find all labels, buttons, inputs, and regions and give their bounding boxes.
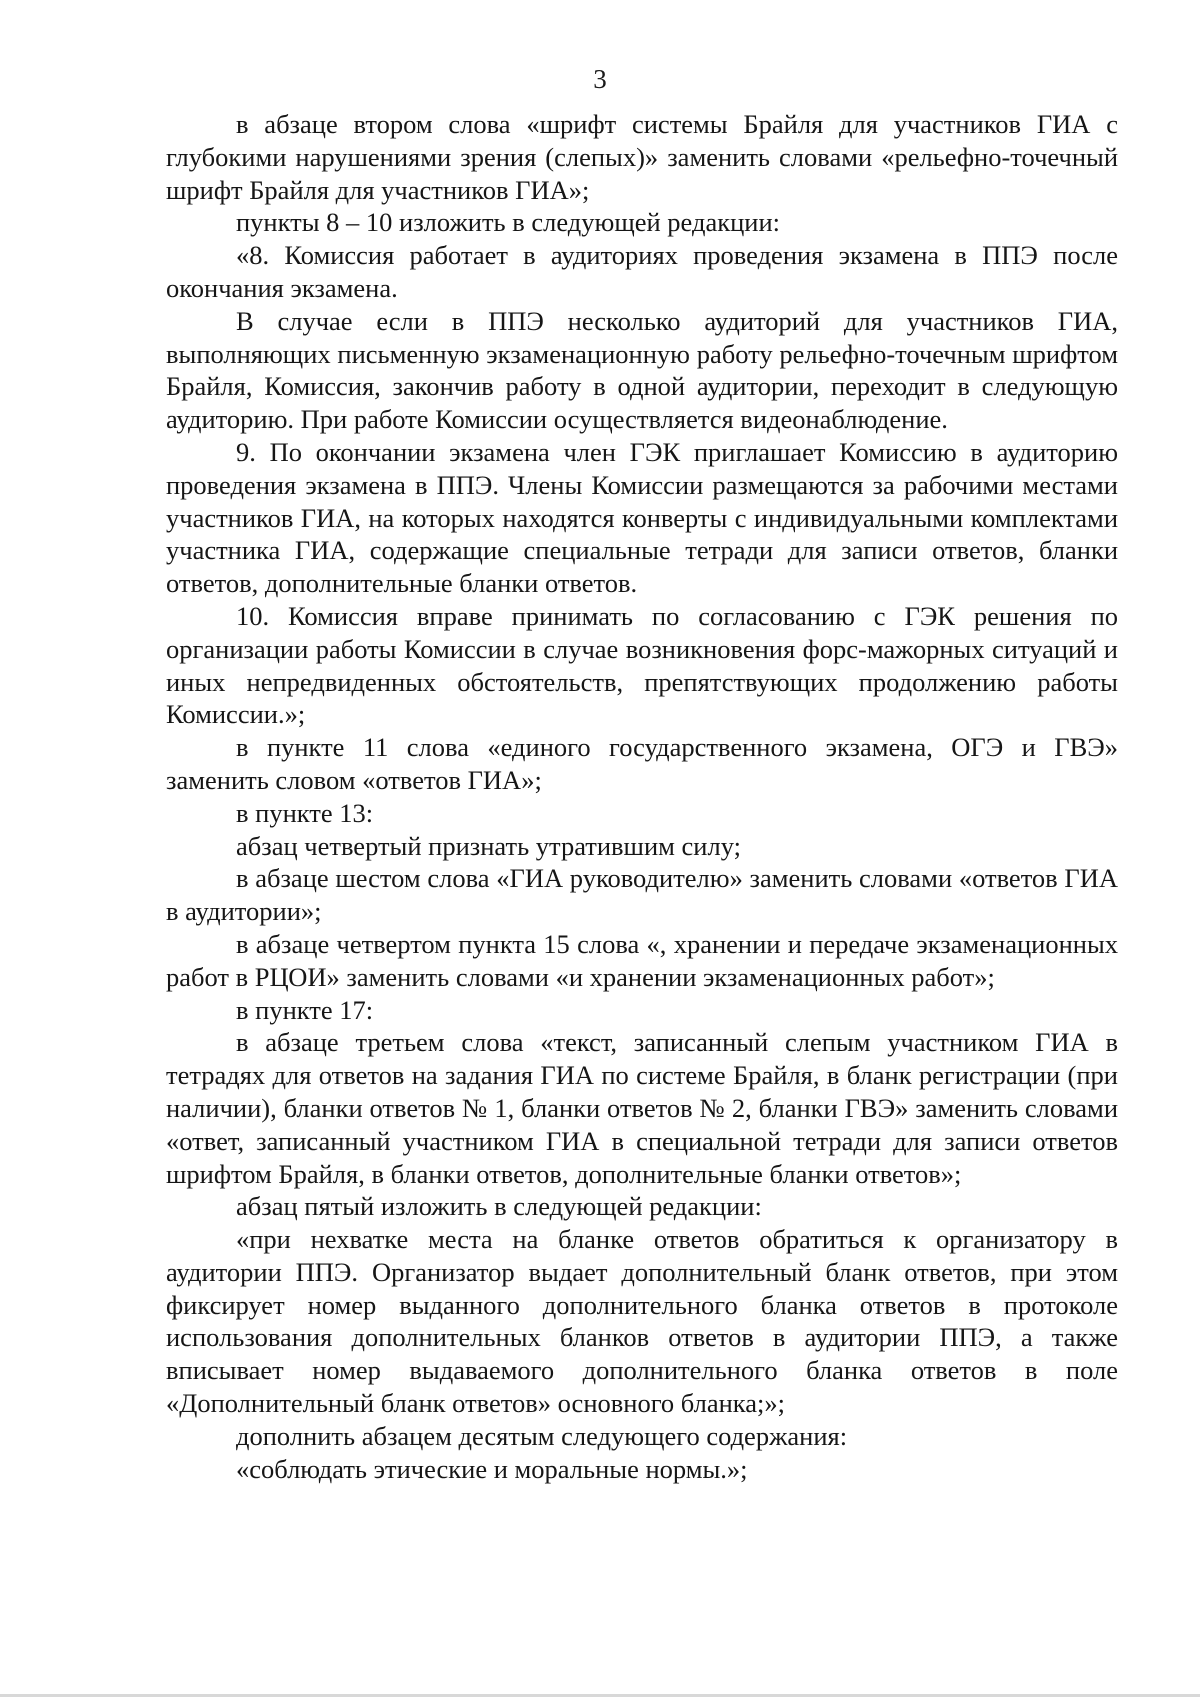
paragraph: абзац пятый изложить в следующей редакции: (236, 1191, 762, 1222)
paragraph: в абзаце втором слова «шрифт системы Брайля для участников ГИА с глубокими нарушениями зрения (слепых)» заменить словами «рельефно-точечный шрифт Брайля для участников ГИА»; (166, 109, 1118, 205)
paragraph: в пункте 17: (236, 994, 374, 1025)
page-number: 3 (593, 64, 607, 94)
paragraph: в абзаце третьем слова «текст, записанный слепым участником ГИА в тетрадях для ответов на задания ГИА по системе Брайля, в бланк регистрации (при наличии), бланки ответов № 1, бланки ответов № 2, бланки ГВЭ» заменить словами «ответ, записанный участником ГИА в специальной тетради для записи ответов шрифтом Брайля, в бланки ответов, дополнительные бланки ответов»; (166, 1027, 1118, 1189)
paragraph: В случае если в ППЭ несколько аудиторий для участников ГИА, выполняющих письменную экзаменационную работу рельефно-точечным шрифтом Брайля, Комиссия, закончив работу в одной аудитории, переходит в следующую аудиторию. При работе Комиссии осуществляется видеонаблюдение. (166, 305, 1118, 435)
paragraph: дополнить абзацем десятым следующего содержания: (236, 1420, 848, 1451)
paragraph: абзац четвертый признать утратившим силу; (236, 830, 741, 861)
paragraph: в абзаце шестом слова «ГИА руководителю» заменить словами «ответов ГИА в аудитории»; (166, 863, 1118, 927)
paragraph: 10. Комиссия вправе принимать по согласованию с ГЭК решения по организации работы Комиссии в случае возникновения форс-мажорных ситуаций и иных непредвиденных обстоятельств, препятствующих продолжению работы Комиссии.»; (166, 600, 1118, 730)
paragraph: «при нехватке места на бланке ответов обратиться к организатору в аудитории ППЭ. Организатор выдает дополнительный бланк ответов, при этом фиксирует номер выданного дополнительного бланка ответов в протоколе использования дополнительных бланков ответов в аудитории ППЭ, а также вписывает номер выдаваемого дополнительного бланка ответов в поле «Дополнительный бланк ответов» основного бланка;»; (166, 1224, 1118, 1419)
document-body (166, 108, 1118, 1485)
paragraph: «8. Комиссия работает в аудиториях проведения экзамена в ППЭ после окончания экзамена. (166, 240, 1118, 303)
paragraph: «соблюдать этические и моральные нормы.»; (236, 1453, 748, 1484)
paragraph: пункты 8 – 10 изложить в следующей редакции: (236, 207, 781, 238)
paragraph: 9. По окончании экзамена член ГЭК приглашает Комиссию в аудиторию проведения экзамена в ППЭ. Члены Комиссии размещаются за рабочими местами участников ГИА, на которых находятся конверты с индивидуальными комплектами участника ГИА, содержащие специальные тетради для записи ответов, бланки ответов, дополнительные бланки ответов. (166, 436, 1118, 599)
paragraph: в пункте 11 слова «единого государственного экзамена, ОГЭ и ГВЭ» заменить словом «ответов ГИА»; (166, 732, 1118, 795)
paragraph: в абзаце четвертом пункта 15 слова «, хранении и передаче экзаменационных работ в РЦОИ» заменить словами «и хранении экзаменационных работ»; (166, 928, 1118, 992)
paragraph: в пункте 13: (236, 797, 374, 828)
